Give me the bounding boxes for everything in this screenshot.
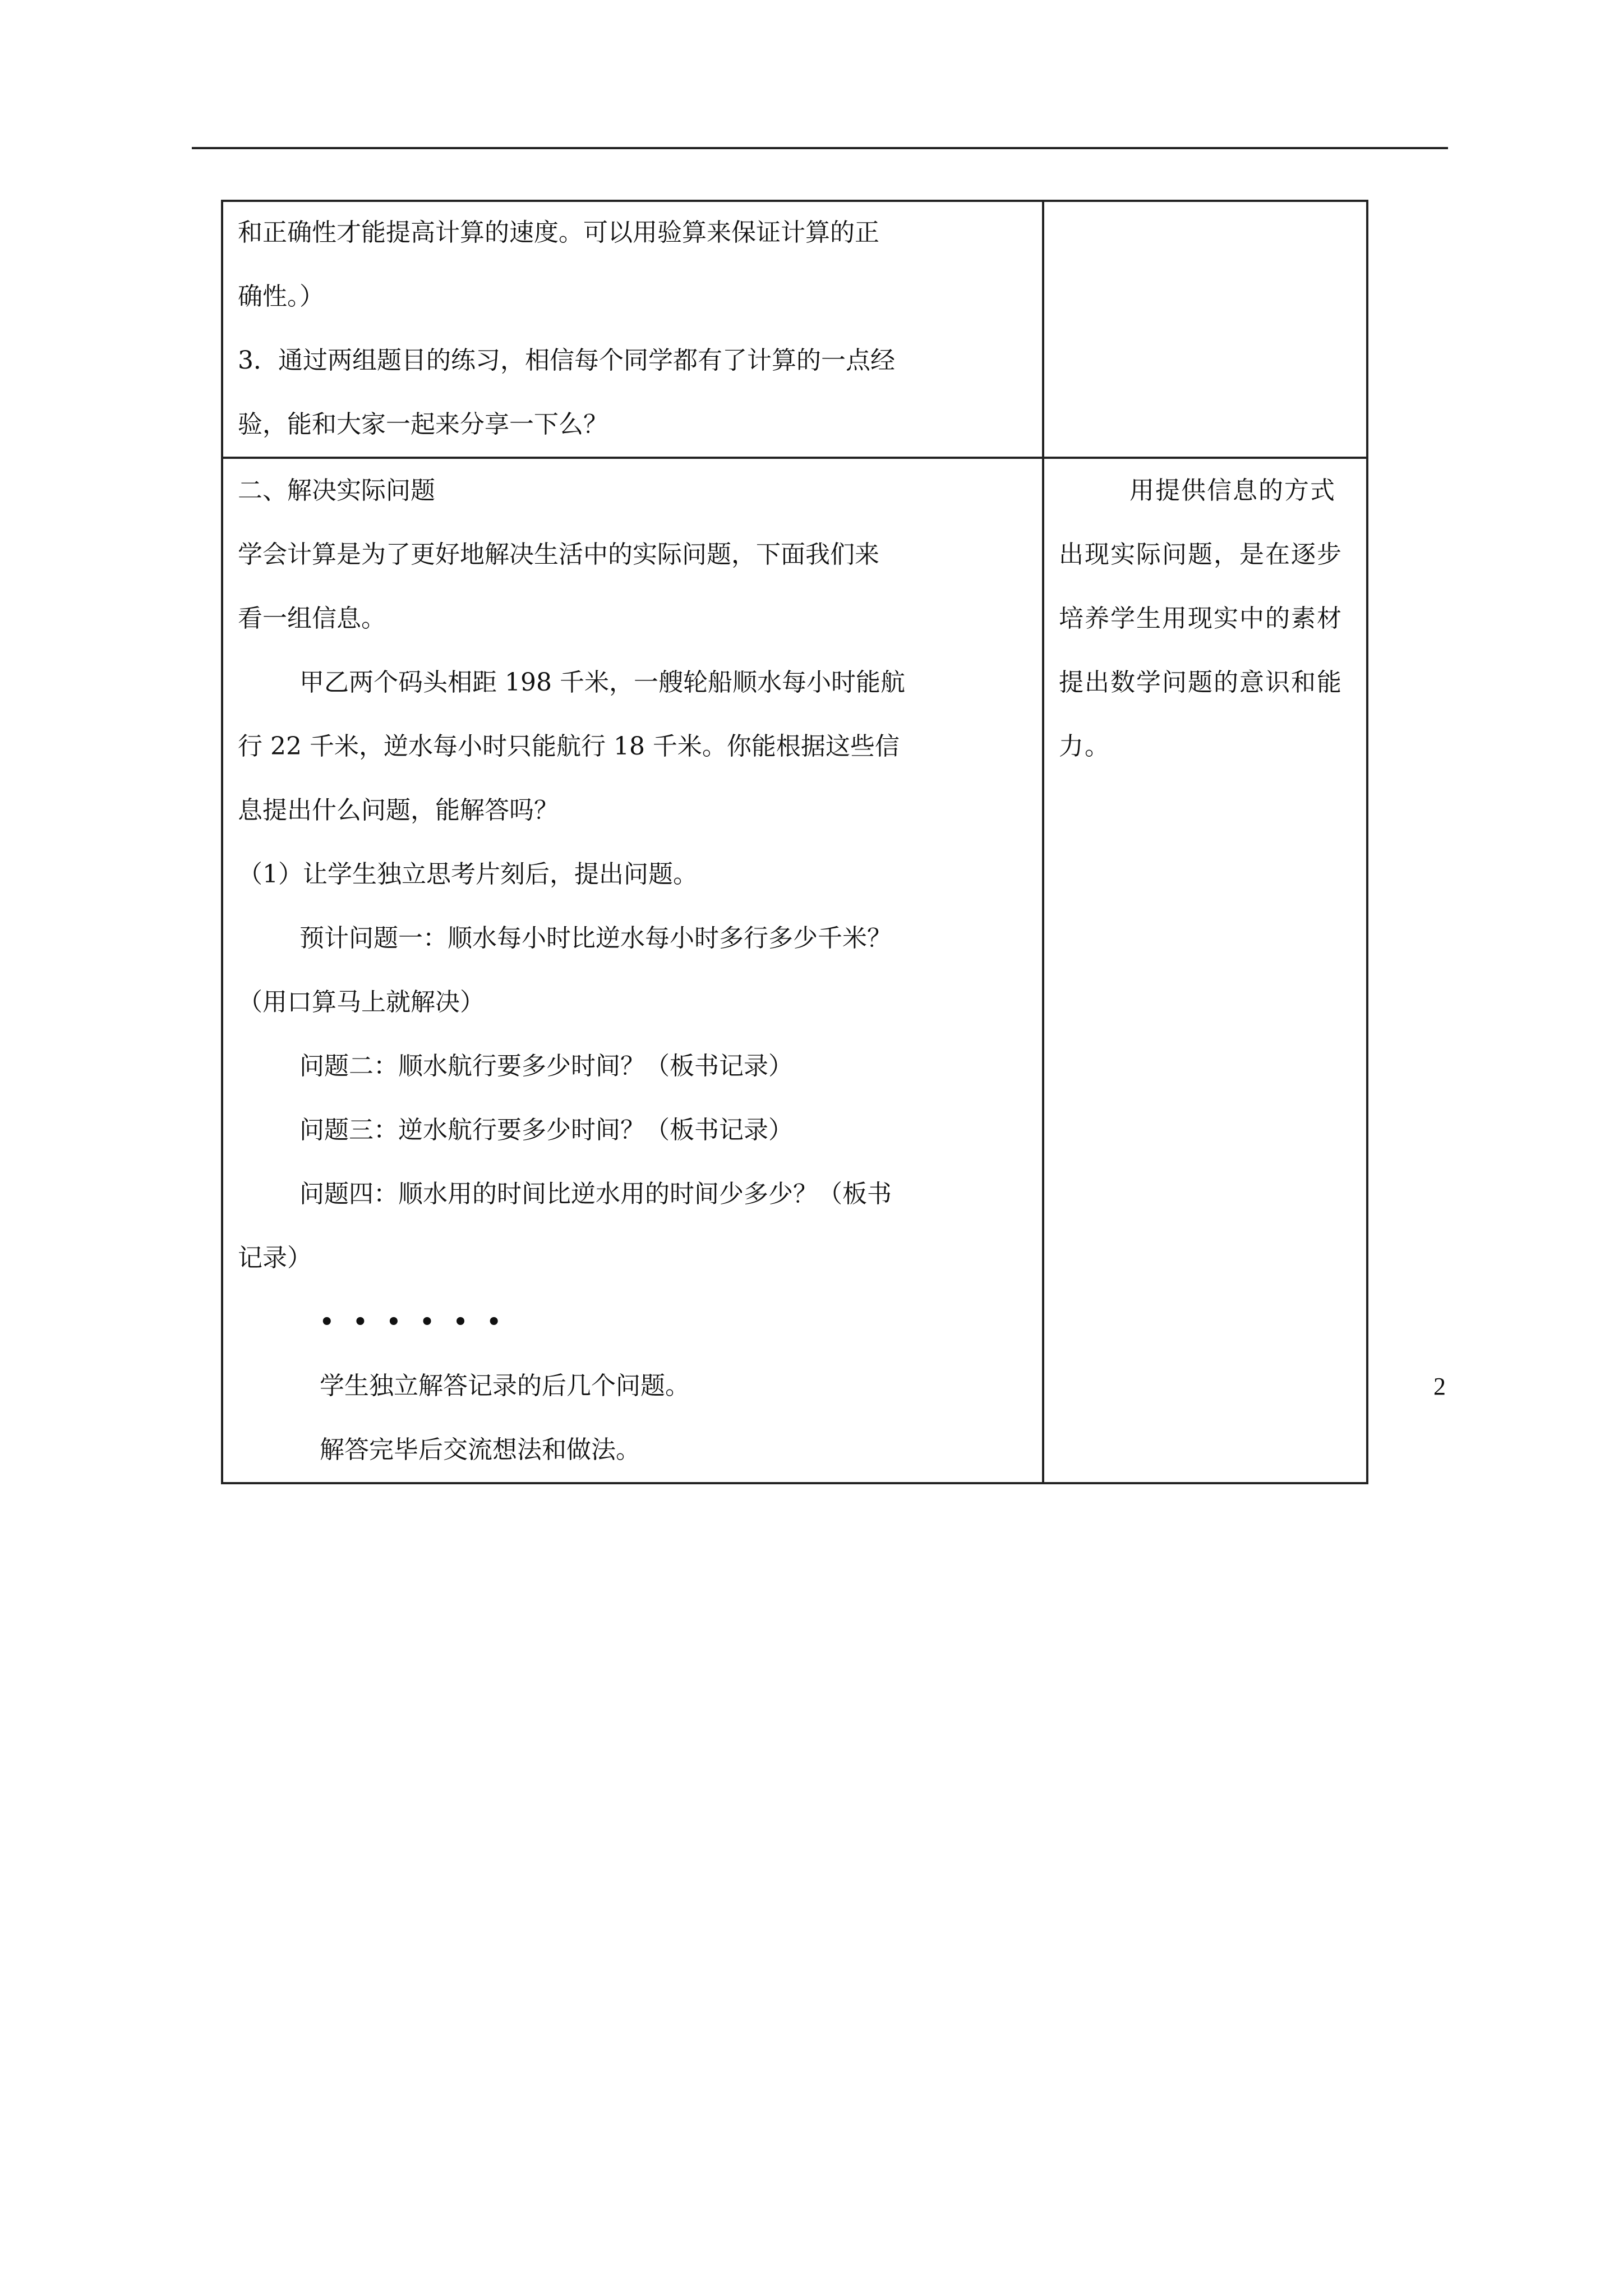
text-line: 学生独立解答记录的后几个问题。 [320,1372,690,1400]
text-line: 行 22 千米，逆水每小时只能航行 18 千米。你能根据这些信 [238,732,900,761]
text-line: 问题三：逆水航行要多少时间？（板书记录） [299,1116,793,1144]
text-line: 问题四：顺水用的时间比逆水用的时间少多少？（板书 [299,1180,892,1208]
text-line: 预计问题一：顺水每小时比逆水每小时多行多少千米？ [299,924,892,953]
text-line: 验，能和大家一起来分享一下么？ [238,410,608,439]
text-line: 学会计算是为了更好地解决生活中的实际问题，下面我们来 [238,540,879,569]
process-cell [222,458,1043,1483]
text-line: （1）让学生独立思考片刻后，提出问题。 [238,860,698,889]
design-note-cell [1043,201,1367,458]
text-line: （用口算马上就解决） [238,988,485,1016]
text-line: 问题二：顺水航行要多少时间？（板书记录） [299,1052,793,1080]
lesson-table [221,200,1368,1484]
table-row [222,201,1367,458]
text-line: 甲乙两个码头相距 198 千米，一艘轮船顺水每小时能航 [299,668,905,697]
section-heading: 二、解决实际问题 [238,476,435,505]
page-number: 2 [1433,1373,1446,1400]
design-note: 用提供信息的方式出现实际问题，是在逐步培养学生用现实中的素材提出数学问题的意识和能力。 [1059,476,1343,761]
text-line: 解答完毕后交流想法和做法。 [320,1435,640,1464]
text-line: 息提出什么问题，能解答吗？ [238,796,559,825]
text-line: 记录） [238,1244,312,1272]
ellipsis-dots: •••••• [320,1309,520,1335]
text-line: 确性。） [238,282,324,311]
process-cell [222,201,1043,458]
text-line: 3．通过两组题目的练习，相信每个同学都有了计算的一点经 [238,346,895,375]
header-rule [192,147,1448,149]
text-line: 和正确性才能提高计算的速度。可以用验算来保证计算的正 [238,218,879,247]
table-row [222,458,1367,1483]
design-note-cell [1043,458,1367,1483]
text-line: 看一组信息。 [238,604,386,633]
